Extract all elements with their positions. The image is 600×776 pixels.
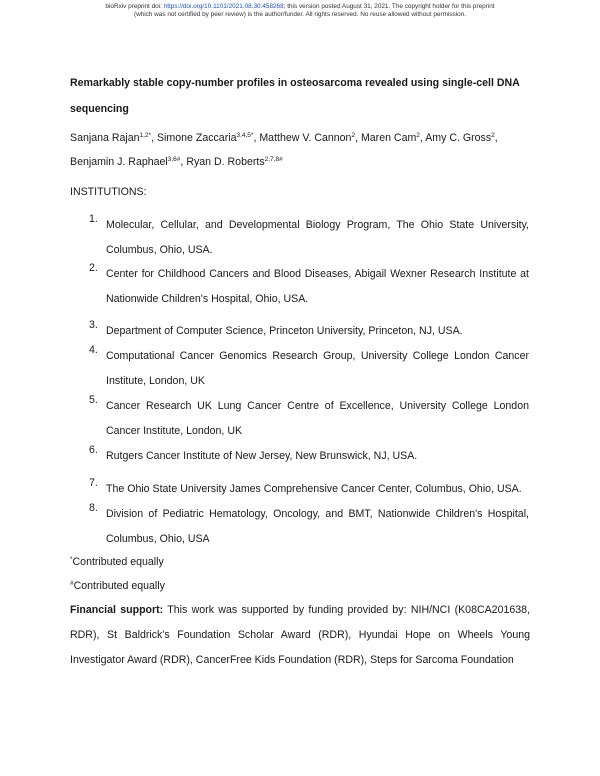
institution-text: Center for Childhood Cancers and Blood Diseases, Abigail Wexner Research Institute at Nationwide Children's Hospital, Ohio, USA. — [106, 268, 529, 305]
footnote-text: Contributed equally — [73, 580, 165, 592]
institution-number: 1. — [89, 213, 98, 225]
author-affiliation: 2 — [416, 132, 420, 139]
institution-text: Department of Computer Science, Princeton University, Princeton, NJ, USA. — [106, 325, 463, 337]
paper-title: Remarkably stable copy-number profiles in osteosarcoma revealed using single-cell DNA sequencing — [70, 77, 520, 115]
author-affiliation: 2 — [351, 132, 356, 139]
header-prefix: bioRxiv preprint doi: — [105, 3, 164, 10]
header-line-1 — [0, 3, 600, 11]
author-name: Sanjana Rajan — [70, 132, 140, 144]
institution-number: 8. — [89, 502, 98, 514]
footnote-mark: * — [70, 556, 73, 563]
footnote-equal-contribution-star — [70, 556, 164, 568]
institution-number: 7. — [89, 477, 98, 489]
financial-support-text: This work was supported by funding provided by: NIH/NCI (K08CA201638, RDR), St Baldrick's Foundation Scholar Award (RDR), Hyundai Hope on Wheels Young Investigator Award (RDR), CancerFree Kids Foundation (RDR), Steps for Sarcoma Foundation — [70, 604, 530, 666]
institution-text: Molecular, Cellular, and Developmental Biology Program, The Ohio State University, Columbus, Ohio, USA. — [106, 219, 529, 256]
author-affiliation: 3,4,5* — [236, 132, 254, 139]
author-separator: , — [180, 156, 187, 168]
author-name: Matthew V. Cannon — [259, 132, 352, 144]
author-affiliation: 3,6# — [167, 156, 181, 163]
institution-number: 6. — [89, 444, 98, 456]
footnote-mark: # — [70, 580, 74, 587]
institution-text: Computational Cancer Genomics Research Group, University College London Cancer Institute, London, UK — [106, 350, 529, 387]
preprint-header — [0, 3, 600, 19]
author-affiliation: 2,7,8# — [264, 156, 283, 163]
institution-number: 5. — [89, 394, 98, 406]
institutions-heading: INSTITUTIONS: — [70, 186, 147, 198]
institution-number: 2. — [89, 262, 98, 274]
footnote-equal-contribution-hash — [70, 580, 165, 592]
footnote-text: Contributed equally — [72, 556, 164, 568]
author-separator: , — [355, 132, 361, 144]
author-name: Ryan D. Roberts — [186, 156, 265, 168]
author-affiliation: 2 — [491, 132, 495, 139]
institution-text: Rutgers Cancer Institute of New Jersey, New Brunswick, NJ, USA. — [106, 450, 418, 462]
institution-text: Cancer Research UK Lung Cancer Centre of Excellence, University College London Cancer Institute, London, UK — [106, 400, 529, 437]
author-separator: , — [151, 132, 157, 144]
financial-support — [70, 598, 530, 673]
doi-link[interactable]: https://doi.org/10.1101/2021.08.30.458268 — [163, 3, 284, 10]
author-name: Maren Cam — [360, 132, 417, 144]
author-separator: , — [253, 132, 260, 144]
header-line-2: (which was not certified by peer review) is the author/funder. All rights reserved. No reuse allowed without permission. — [133, 11, 467, 19]
author-separator: , — [419, 132, 426, 144]
financial-support-label: Financial support: — [70, 604, 164, 616]
institution-number: 4. — [89, 344, 98, 356]
author-list — [70, 126, 530, 174]
institution-text: The Ohio State University James Comprehensive Cancer Center, Columbus, Ohio, USA. — [106, 483, 522, 495]
header-suffix: ; this version posted August 31, 2021. The copyright holder for this preprint — [283, 3, 495, 10]
institution-text: Division of Pediatric Hematology, Oncology, and BMT, Nationwide Children's Hospital, Columbus, Ohio, USA — [106, 508, 529, 545]
author-name: Simone Zaccaria — [156, 132, 237, 144]
author-name: Benjamin J. Raphael — [70, 156, 168, 168]
institution-number: 3. — [89, 319, 98, 331]
author-name: Amy C. Gross — [425, 132, 492, 144]
author-separator: , — [494, 132, 498, 144]
author-affiliation: 1,2* — [139, 132, 152, 139]
